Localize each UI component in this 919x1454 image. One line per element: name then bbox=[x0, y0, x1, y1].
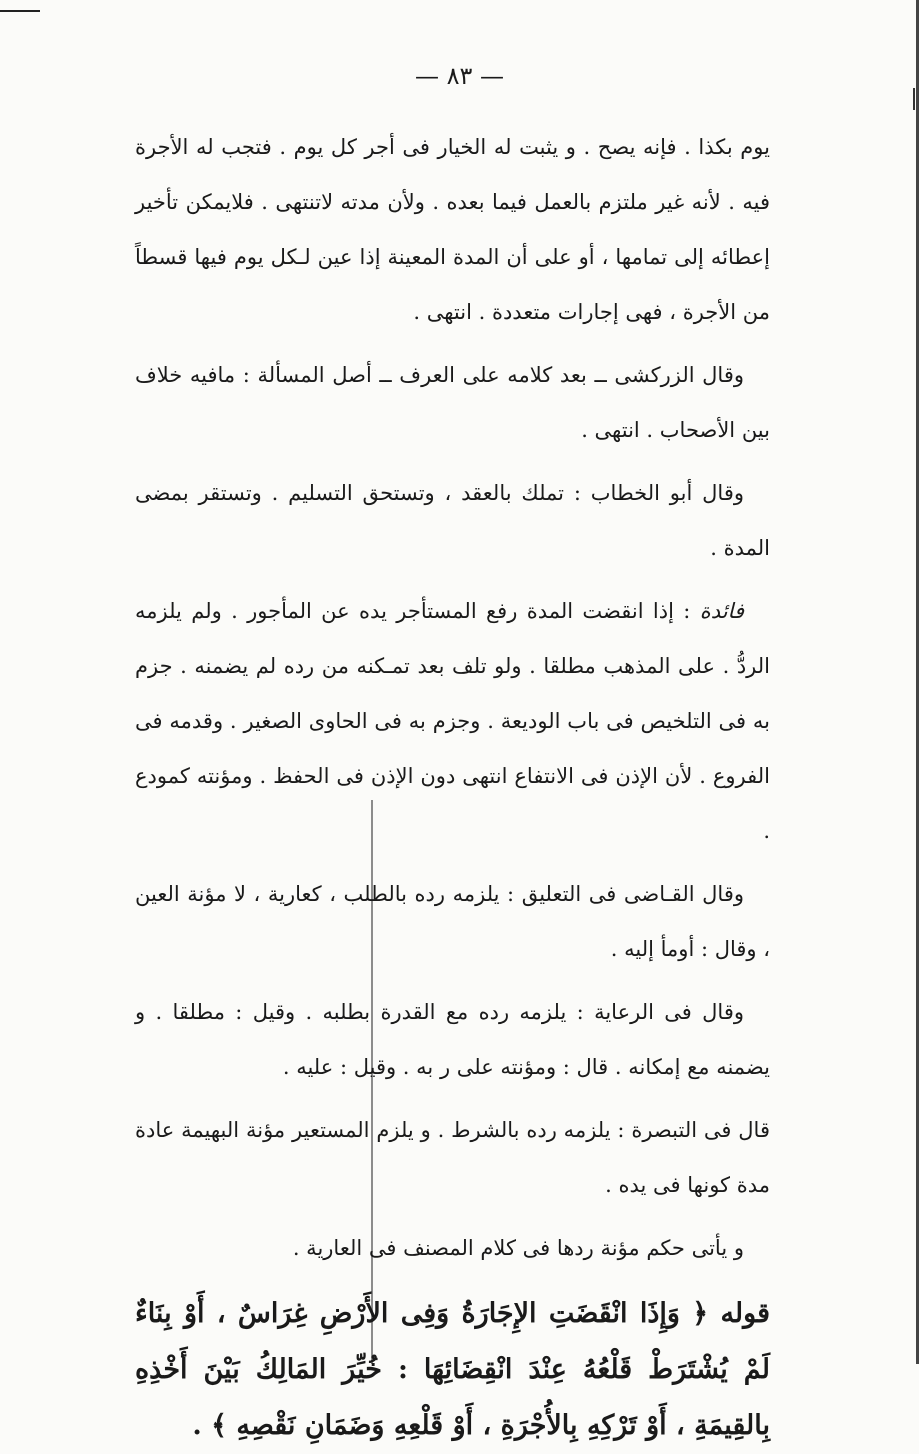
corner-mark bbox=[0, 10, 40, 12]
edge-tick bbox=[913, 88, 915, 110]
paragraph-7: قال فى التبصرة : يلزمه رده بالشرط . و يلزم المستعير مؤنة البهيمة عادة مدة كونها فى يده . bbox=[135, 1118, 770, 1197]
paragraph-1: يوم بكذا . فإنه يصح . و يثبت له الخيار فى أجر كل يوم . فتجب له الأجرة فيه . لأنه غير ملتزم بالعمل فيما بعده . ولأن مدته لاتنتهى . فلايمكن تأخير إعطائه إلى تمامها ، أو على أن المدة المعينة إذا عين لـكل يوم فيها قسطاً من الأجرة ، فهى إجارات متعددة . انتهى . bbox=[135, 135, 770, 324]
paragraph-4 bbox=[135, 584, 770, 859]
paragraph-2: وقال الزركشى ــ بعد كلامه على العرف ــ أصل المسألة : مافيه خلاف بين الأصحاب . انتهى . bbox=[135, 363, 770, 442]
page-body bbox=[135, 120, 770, 1454]
quoted-text: قوله ﴿ وَإِذَا انْقَضَتِ الإِجَارَةُ وَفِى الأَرْضِ غِرَاسٌ ، أَوْ بِنَاءٌ لَمْ يُشْتَرَطْ قَلْعُهُ عِنْدَ انْقِضَائِهَا : خُيِّرَ المَالِكُ بَيْنَ أَخْذِهِ بِالقِيمَةِ ، أَوْ تَرْكِهِ بِالأُجْرَةِ ، أَوْ قَلْعِهِ وَضَمَانِ نَقْصِهِ ﴾ . bbox=[135, 1298, 770, 1441]
paragraph-3: وقال أبو الخطاب : تملك بالعقد ، وتستحق التسليم . وتستقر بمضى المدة . bbox=[135, 481, 770, 560]
paragraph-8: و يأتى حكم مؤنة ردها فى كلام المصنف فى العارية . bbox=[292, 1236, 744, 1260]
paragraph-6: وقال فى الرعاية : يلزمه رده مع القدرة بطلبه . وقيل : مطلقا . و يضمنه مع إمكانه . قال : ومؤنته على ر به . وقيل : عليه . bbox=[135, 1000, 770, 1079]
note-label: فائدة bbox=[699, 599, 744, 623]
page-number: — ٨٣ — bbox=[414, 62, 505, 90]
note-text: : إذا انقضت المدة رفع المستأجر يده عن المأجور . ولم يلزمه الردُّ . على المذهب مطلقا . ولو تلف بعد تمـكنه من رده لم يضمنه . جزم به فى التلخيص فى باب الوديعة . وجزم به فى الحاوى الصغير . وقدمه فى الفروع . لأن الإذن فى الانتفاع انتهى دون الإذن فى الحفظ . ومؤنته كمودع . bbox=[135, 599, 770, 843]
paragraph-5: وقال القـاضى فى التعليق : يلزمه رده بالطلب ، كعارية ، لا مؤنة العين ، وقال : أومأ إليه . bbox=[135, 882, 770, 961]
